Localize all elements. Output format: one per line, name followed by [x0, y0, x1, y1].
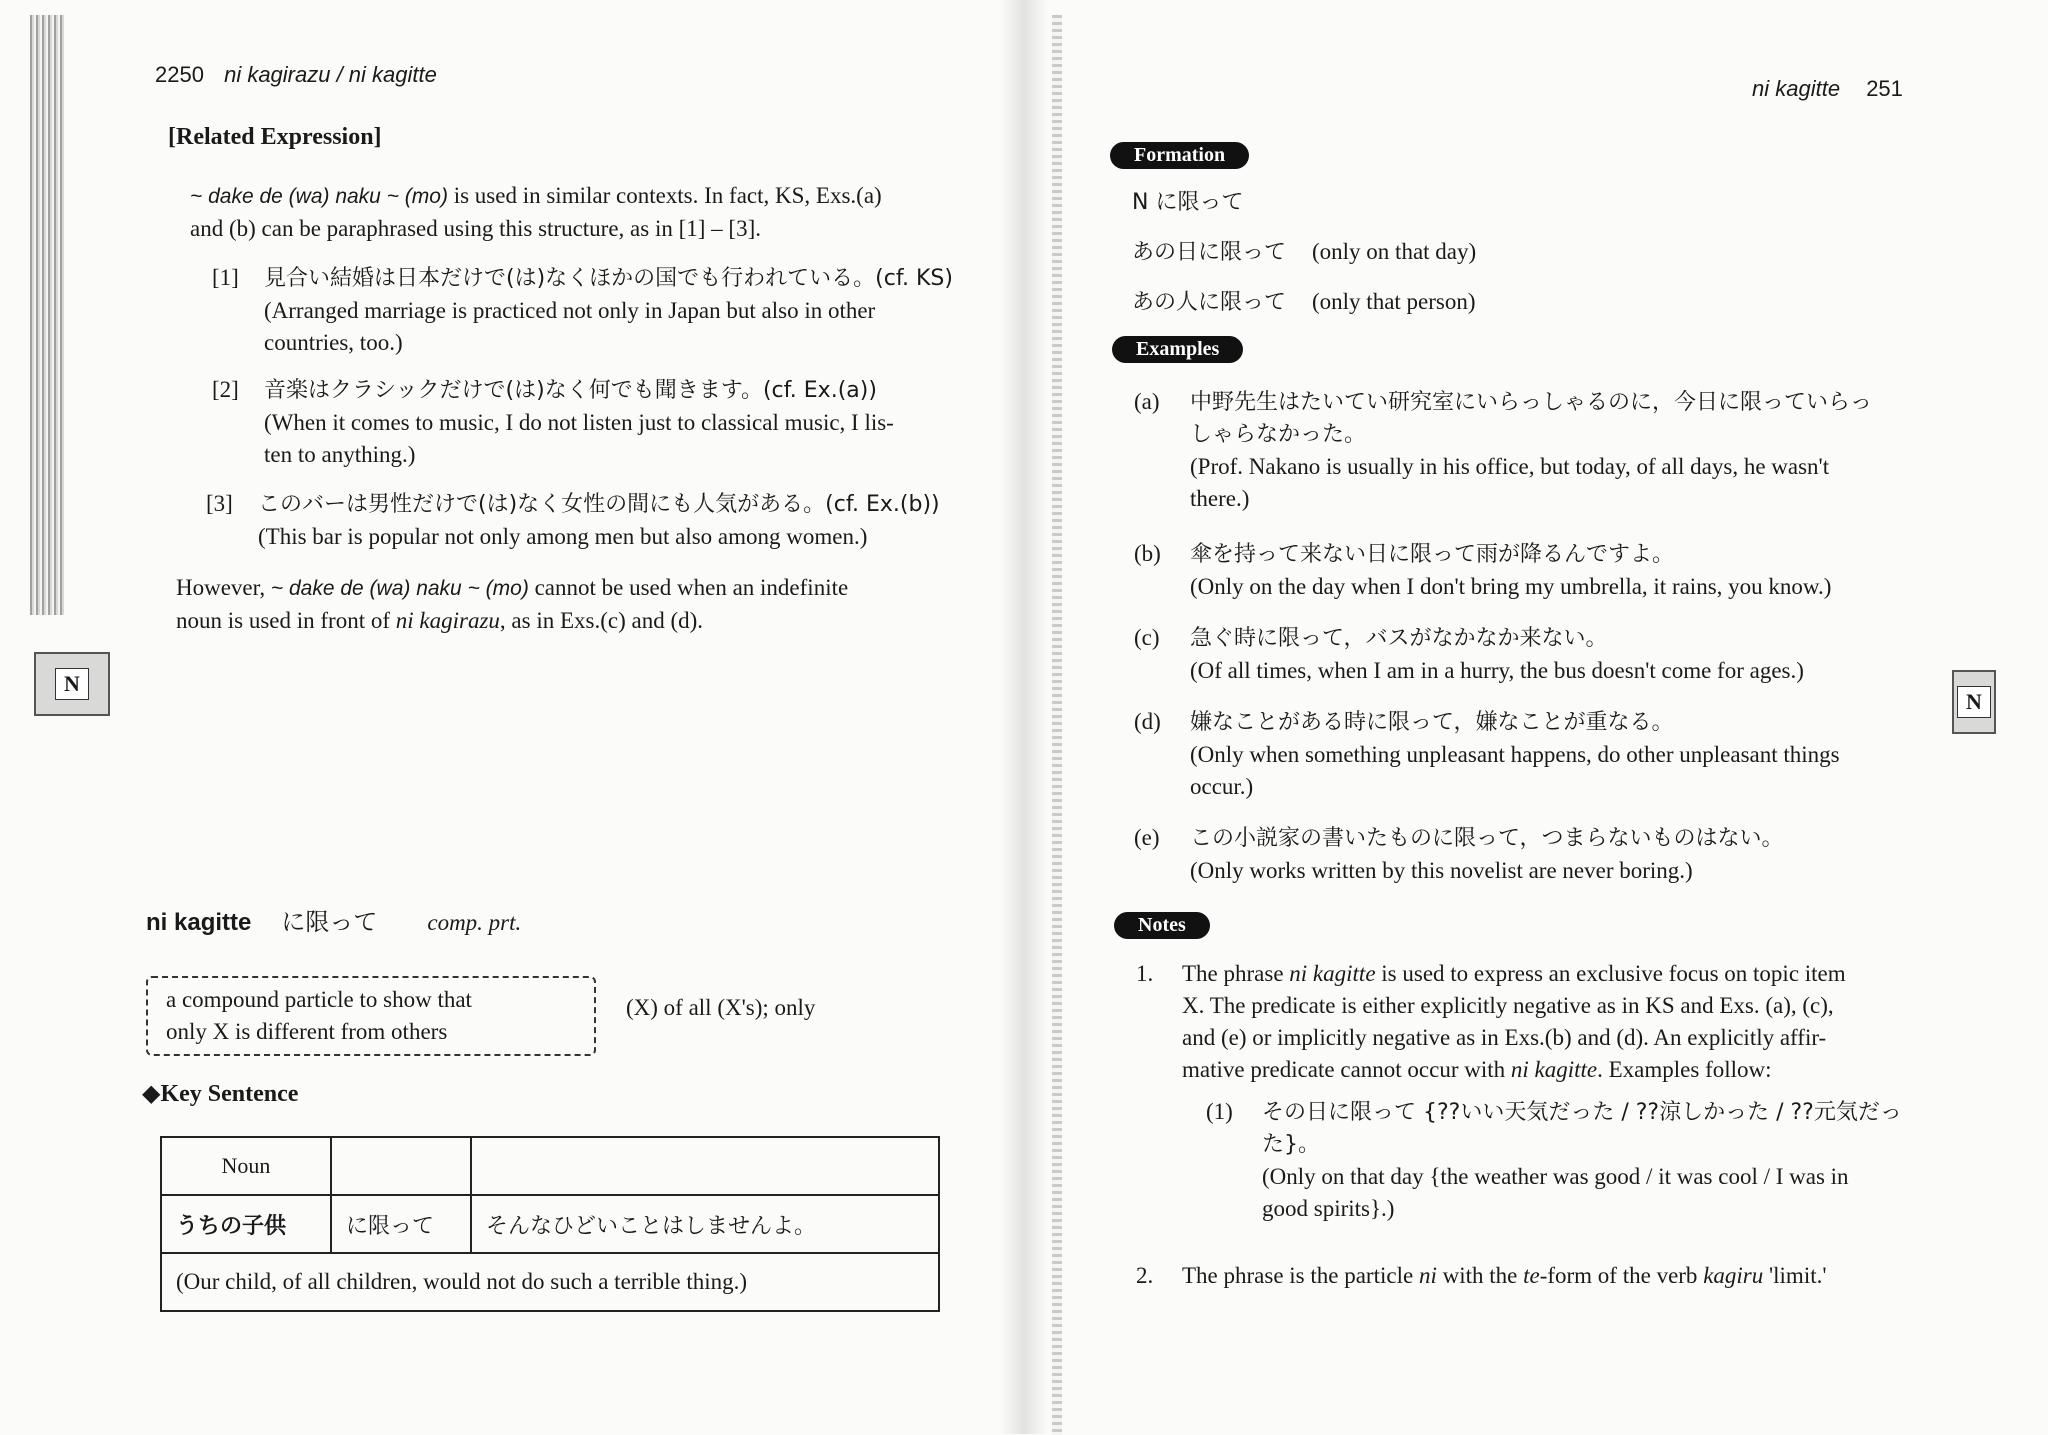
- note1-text: The phrase: [1182, 961, 1284, 986]
- example-en: (Only works written by this novelist are never boring.): [1190, 858, 1693, 883]
- example-d: [1134, 706, 1934, 803]
- definition-line-2: only X is different from others: [166, 1019, 448, 1044]
- note-number: 2.: [1136, 1263, 1154, 1288]
- entry-kanji: に限って: [281, 908, 378, 936]
- example-en: countries, too.): [264, 330, 403, 355]
- para2-lead: ~ dake de (wa) naku ~ (mo): [270, 577, 529, 600]
- example-number: [1]: [212, 265, 239, 290]
- related-example-2: [212, 374, 992, 471]
- example-jp: 急ぐ時に限って，バスがなかなか来ない。: [1190, 626, 1608, 651]
- book-gutter-right: [1024, 0, 1048, 1434]
- entry-romaji: ni kagitte: [146, 909, 252, 936]
- note2-text: 'limit.': [1769, 1263, 1827, 1288]
- example-jp: 傘を持って来ない日に限って雨が降るんですよ。: [1190, 542, 1675, 567]
- example-c: [1134, 622, 1934, 687]
- key-sentence-label: ◆Key Sentence: [142, 1081, 299, 1107]
- note1-italic: ni kagitte: [1289, 961, 1376, 986]
- note2-text: with the: [1442, 1263, 1518, 1288]
- right-page-number: 251: [1866, 76, 1903, 101]
- left-running-head: [155, 62, 437, 88]
- note2-italic: kagiru: [1703, 1263, 1764, 1288]
- example-en: (Prof. Nakano is usually in his office, but today, of all days, he wasn't: [1190, 454, 1830, 479]
- section-tab-letter: N: [1957, 686, 1991, 718]
- example-number: [3]: [206, 491, 233, 516]
- key-table-header-empty: [331, 1137, 471, 1195]
- example-en: (Only when something unpleasant happens, do other unpleasant things: [1190, 742, 1840, 767]
- entry-part-of-speech: comp. prt.: [427, 910, 522, 935]
- example-en: occur.): [1190, 774, 1254, 799]
- related-example-3: [206, 488, 986, 553]
- note-2: [1136, 1260, 1966, 1292]
- para2-line2b: , as in Exs.(c) and (d).: [499, 608, 704, 633]
- para2-start: However,: [176, 575, 266, 600]
- example-label: (b): [1134, 541, 1161, 566]
- key-table-particle: に限って: [331, 1195, 471, 1253]
- note1-sub-jp: た}。: [1262, 1132, 1320, 1157]
- related-line1: is used in similar contexts. In fact, KS, Exs.(a): [453, 183, 882, 208]
- formation-pattern: N に限って: [1132, 190, 1244, 215]
- example-jp: 音楽はクラシックだけで(は)なく何でも聞きます。(cf. Ex.(a)): [264, 378, 877, 403]
- definition-box: [146, 976, 596, 1056]
- notes-label: Notes: [1114, 912, 1210, 939]
- note1-text: mative predicate cannot occur with: [1182, 1057, 1506, 1082]
- note2-italic: te: [1523, 1263, 1540, 1288]
- para2-line1: cannot be used when an indefinite: [534, 575, 849, 600]
- note-1: [1136, 958, 1966, 1225]
- example-number: [2]: [212, 377, 239, 402]
- note1-sub-en: good spirits}.): [1262, 1196, 1395, 1221]
- entry-gloss: (X) of all (X's); only: [626, 995, 816, 1020]
- key-table-predicate: そんなひどいことはしませんよ。: [471, 1195, 939, 1253]
- key-table-header-noun: Noun: [161, 1137, 331, 1195]
- formation-gloss: (only that person): [1312, 289, 1476, 314]
- note2-text: The phrase is the particle: [1182, 1263, 1414, 1288]
- related-paragraph-1: [190, 180, 990, 245]
- example-en: (This bar is popular not only among men but also among women.): [258, 524, 868, 549]
- entry-heading: [146, 902, 521, 937]
- formation-gloss: (only on that day): [1312, 239, 1477, 264]
- example-jp: このバーは男性だけで(は)なく女性の間にも人気がある。(cf. Ex.(b)): [258, 492, 940, 517]
- related-lead: ~ dake de (wa) naku ~ (mo): [190, 185, 448, 208]
- page-edge-shadow-right: [1052, 15, 1062, 1435]
- example-en: (When it comes to music, I do not listen just to classical music, I lis-: [264, 410, 894, 435]
- note1-italic: ni kagitte: [1510, 1057, 1598, 1082]
- key-sentence-table: [160, 1136, 940, 1312]
- example-en: (Arranged marriage is practiced not only in Japan but also in other: [264, 298, 876, 323]
- left-running-title: ni kagirazu / ni kagitte: [224, 62, 437, 87]
- para2-line2a: noun is used in front of: [176, 608, 391, 633]
- note1-sub-jp: その日に限って {??いい天気だった / ??涼しかった / ??元気だっ: [1262, 1100, 1902, 1125]
- example-label: (d): [1134, 709, 1161, 734]
- note-number: 1.: [1136, 961, 1154, 986]
- note1-text: . Examples follow:: [1597, 1057, 1772, 1082]
- note1-text: is used to express an exclusive focus on topic item: [1381, 961, 1846, 986]
- key-table-noun: うちの子供: [161, 1195, 331, 1253]
- example-en: (Of all times, when I am in a hurry, the bus doesn't come for ages.): [1190, 658, 1804, 683]
- examples-label: Examples: [1112, 336, 1243, 363]
- example-label: (a): [1134, 389, 1160, 414]
- formation-pattern: あの日に限って: [1132, 240, 1287, 265]
- example-en: ten to anything.): [264, 442, 416, 467]
- example-jp: 中野先生はたいてい研究室にいらっしゃるのに，今日に限っていらっ: [1190, 390, 1873, 415]
- related-line2: and (b) can be paraphrased using this structure, as in [1] – [3].: [190, 216, 761, 241]
- definition-line-1: a compound particle to show that: [166, 987, 472, 1012]
- section-tab-letter: N: [55, 668, 89, 700]
- formation-pattern: あの人に限って: [1132, 290, 1287, 315]
- example-label: (e): [1134, 825, 1160, 850]
- right-running-head: [1752, 76, 1903, 102]
- example-jp: 見合い結婚は日本だけで(は)なくほかの国でも行われている。(cf. KS): [264, 266, 953, 291]
- section-tab-left: [34, 652, 110, 716]
- example-label: (c): [1134, 625, 1160, 650]
- key-table-translation: (Our child, of all children, would not do such a terrible thing.): [161, 1253, 939, 1311]
- example-b: [1134, 538, 1934, 603]
- para2-line2-italic: ni kagirazu: [395, 608, 500, 633]
- book-gutter-left: [1000, 0, 1024, 1434]
- example-jp: この小説家の書いたものに限って，つまらないものはない。: [1190, 826, 1784, 851]
- example-en: there.): [1190, 486, 1250, 511]
- formation-label: Formation: [1110, 142, 1249, 169]
- note1-line3: and (e) or implicitly negative as in Exs.(b) and (d). An explicitly affir-: [1182, 1025, 1827, 1050]
- related-expression-heading: [Related Expression]: [168, 124, 382, 150]
- note1-line2: X. The predicate is either explicitly negative as in KS and Exs. (a), (c),: [1182, 993, 1834, 1018]
- related-example-1: [212, 262, 992, 359]
- note2-italic: ni: [1418, 1263, 1437, 1288]
- note2-text: -form of the verb: [1539, 1263, 1698, 1288]
- related-paragraph-2: [176, 572, 996, 637]
- formation-list: [1132, 186, 1476, 336]
- note1-sub-en: (Only on that day {the weather was good / it was cool / I was in: [1262, 1164, 1849, 1189]
- example-jp: 嫌なことがある時に限って，嫌なことが重なる。: [1190, 710, 1674, 735]
- page-edge-shadow-left: [30, 15, 64, 615]
- section-tab-right: [1952, 670, 1996, 734]
- example-e: [1134, 822, 1934, 887]
- example-jp: しゃらなかった。: [1190, 422, 1367, 447]
- right-running-title: ni kagitte: [1752, 76, 1841, 101]
- example-en: (Only on the day when I don't bring my umbrella, it rains, you know.): [1190, 574, 1832, 599]
- key-table-header-empty: [471, 1137, 939, 1195]
- left-page-number: 2250: [155, 62, 204, 87]
- note1-sub-number: (1): [1206, 1099, 1233, 1124]
- example-a: [1134, 386, 1934, 515]
